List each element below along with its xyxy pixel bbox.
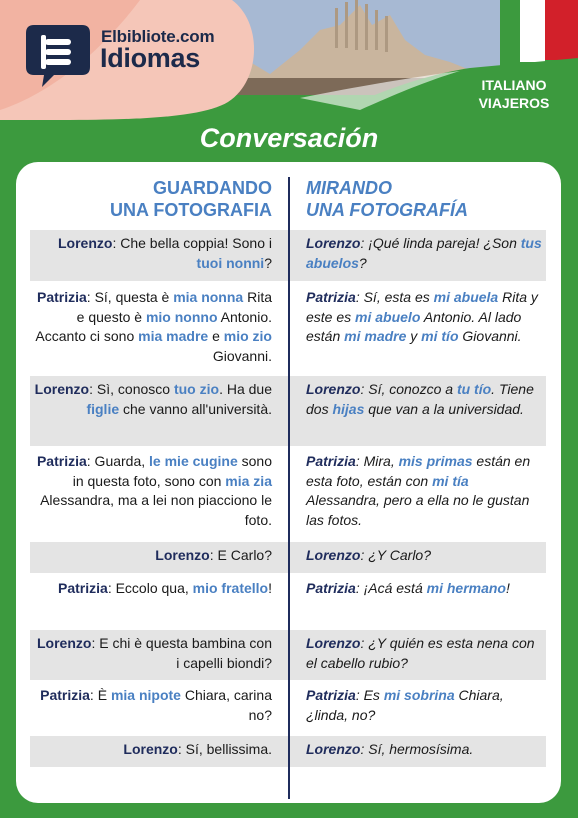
italian-line: [30, 230, 272, 281]
dialogue-text: : Es: [355, 687, 384, 703]
speaker-name: Patrizia: [306, 289, 356, 305]
highlighted-term: mio zio: [223, 328, 272, 344]
dialogue-text: Antonio. Accanto ci sono: [35, 308, 272, 344]
italian-line: [30, 575, 272, 625]
speaker-name: Patrizia: [58, 580, 108, 596]
dialogue-text: !: [505, 580, 510, 596]
flag-red: [545, 0, 578, 60]
speaker-name: Lorenzo: [34, 381, 90, 397]
highlighted-term: tuo zio: [173, 381, 220, 397]
dialogue-text: : Guarda,: [86, 453, 150, 469]
speaker-name: Lorenzo: [155, 547, 210, 563]
dialogue-text: Giovanni.: [458, 328, 522, 344]
speaker-name: Patrizia: [306, 687, 356, 703]
dialogue-text: : ¡Acá está: [355, 580, 427, 596]
dialogue-text: Antonio. Al lado están: [306, 308, 522, 344]
italian-line: [30, 542, 272, 573]
dialogue-text: : ¿Y Carlo?: [360, 547, 431, 563]
italian-line: [30, 448, 272, 538]
dialogue-text: : Mira,: [355, 453, 399, 469]
course-badge: [459, 76, 569, 112]
dialogue-text: que van a la universidad.: [364, 400, 524, 417]
highlighted-term: mia zia: [225, 472, 272, 489]
speaker-name: Patrizia: [306, 580, 356, 596]
highlighted-term: hijas: [332, 400, 365, 417]
highlighted-term: le mie cugine: [149, 453, 238, 469]
dialogue-text: : E chi è questa bambina con i capelli biondi?: [91, 635, 272, 671]
spanish-column-title: [306, 177, 546, 221]
page-title: Conversación: [199, 123, 379, 153]
italian-title-line: GUARDANDO: [153, 178, 272, 198]
highlighted-term: mia madre: [138, 328, 209, 344]
highlighted-term: mis primas: [398, 453, 473, 469]
spanish-title-line: MIRANDO: [306, 178, 392, 198]
dialogue-text: Chiara, carina no?: [180, 687, 272, 723]
highlighted-term: mia nipote: [110, 687, 181, 703]
dialogue-text: e: [208, 328, 224, 344]
spanish-line: [306, 682, 546, 732]
speaker-name: Lorenzo: [306, 635, 361, 651]
badge-audience: VIAJEROS: [478, 95, 550, 111]
dialogue-card: [16, 162, 561, 803]
column-divider: [288, 177, 290, 799]
dialogue-text: : ¿Y quién es esta nena con el cabello rubio?: [306, 635, 535, 671]
highlighted-term: mi abuela: [433, 289, 499, 305]
spanish-title-line: UNA FOTOGRAFÍA: [306, 200, 468, 220]
highlighted-term: mia nonna: [173, 289, 244, 305]
dialogue-text: : ¡Qué linda pareja! ¿Son: [360, 235, 521, 251]
brand-site: Elbibliote.com: [101, 27, 215, 46]
highlighted-term: tuoi nonni: [196, 254, 265, 271]
dialogue-text: ?: [358, 254, 367, 271]
highlighted-term: mi tío: [421, 328, 459, 344]
highlighted-term: mi tía: [432, 472, 469, 489]
italian-line: [30, 736, 272, 767]
dialogue-text: Chiara, ¿linda, no?: [306, 687, 504, 723]
dialogue-text: Alessandra, pero a ella no le gustan las fotos.: [306, 492, 530, 528]
dialogue-text: Giovanni.: [212, 347, 272, 364]
dialogue-text: : Sí, esta es: [355, 289, 434, 305]
speaker-name: Patrizia: [36, 289, 87, 305]
highlighted-term: mi hermano: [426, 580, 506, 596]
flag-white: [520, 0, 545, 62]
spanish-line: [306, 376, 546, 446]
italian-line: [30, 682, 272, 732]
dialogue-text: : Sí, conozco a: [360, 381, 457, 397]
spanish-line: [306, 230, 546, 281]
dialogue-text: están en esta foto, están con: [306, 453, 531, 489]
badge-language: ITALIANO: [481, 77, 547, 93]
speaker-name: Lorenzo: [123, 741, 178, 757]
dialogue-text: y: [406, 328, 422, 344]
highlighted-term: mio nonno: [145, 308, 218, 325]
dialogue-text: Alessandra, ma a lei non piacciono le foto.: [40, 492, 272, 528]
highlighted-term: tu tío: [456, 381, 492, 397]
spanish-line: [306, 630, 546, 680]
dialogue-text: : Che bella coppia! Sono i: [112, 235, 272, 251]
italian-line: [30, 376, 272, 446]
italian-line: [30, 630, 272, 680]
speaker-name: Lorenzo: [57, 235, 113, 251]
brand-name: Idiomas: [100, 43, 200, 73]
speaker-name: Patrizia: [306, 453, 356, 469]
italian-column-title: [42, 177, 272, 221]
dialogue-text: : E Carlo?: [209, 547, 272, 563]
dialogue-text: che vanno all'università.: [119, 400, 272, 417]
dialogue-text: : Sí, hermosísima.: [360, 741, 474, 757]
highlighted-term: mio fratello: [192, 580, 269, 596]
dialogue-text: Rita y este es: [306, 289, 538, 325]
flag-green: [500, 0, 520, 68]
dialogue-text: : Sí, bellissima.: [177, 741, 272, 757]
speaker-name: Patrizia: [36, 453, 87, 469]
dialogue-text: . Ha due: [219, 381, 272, 397]
italian-line: [30, 284, 272, 374]
dialogue-text: : È: [89, 687, 111, 703]
dialogue-text: Rita e questo è: [76, 289, 272, 325]
italian-title-line: UNA FOTOGRAFIA: [110, 200, 272, 220]
dialogue-text: sono in questa foto, sono con: [72, 453, 272, 489]
spanish-line: [306, 284, 546, 374]
highlighted-term: figlie: [86, 400, 120, 417]
speaker-name: Lorenzo: [306, 741, 361, 757]
dialogue-text: !: [268, 580, 272, 596]
speaker-name: Lorenzo: [306, 235, 361, 251]
highlighted-term: mi abuelo: [355, 308, 421, 325]
dialogue-text: : Eccolo qua,: [107, 580, 193, 596]
dialogue-text: : Sí, questa è: [86, 289, 174, 305]
spanish-line: [306, 736, 546, 767]
highlighted-term: mi sobrina: [383, 687, 455, 703]
header-banner: [0, 0, 578, 120]
spanish-line: [306, 575, 546, 625]
speaker-name: Lorenzo: [306, 381, 361, 397]
speaker-name: Lorenzo: [306, 547, 361, 563]
highlighted-term: tus abuelos: [306, 235, 542, 271]
chat-bubble-logo-icon: [24, 21, 92, 89]
speaker-name: Lorenzo: [36, 635, 92, 651]
dialogue-text: : Sì, conosco: [89, 381, 174, 397]
speaker-name: Patrizia: [40, 687, 90, 703]
dialogue-text: . Tiene dos: [306, 381, 534, 417]
spanish-line: [306, 542, 546, 573]
dialogue-text: ?: [264, 254, 272, 271]
highlighted-term: mi madre: [344, 328, 407, 344]
spanish-line: [306, 448, 546, 538]
